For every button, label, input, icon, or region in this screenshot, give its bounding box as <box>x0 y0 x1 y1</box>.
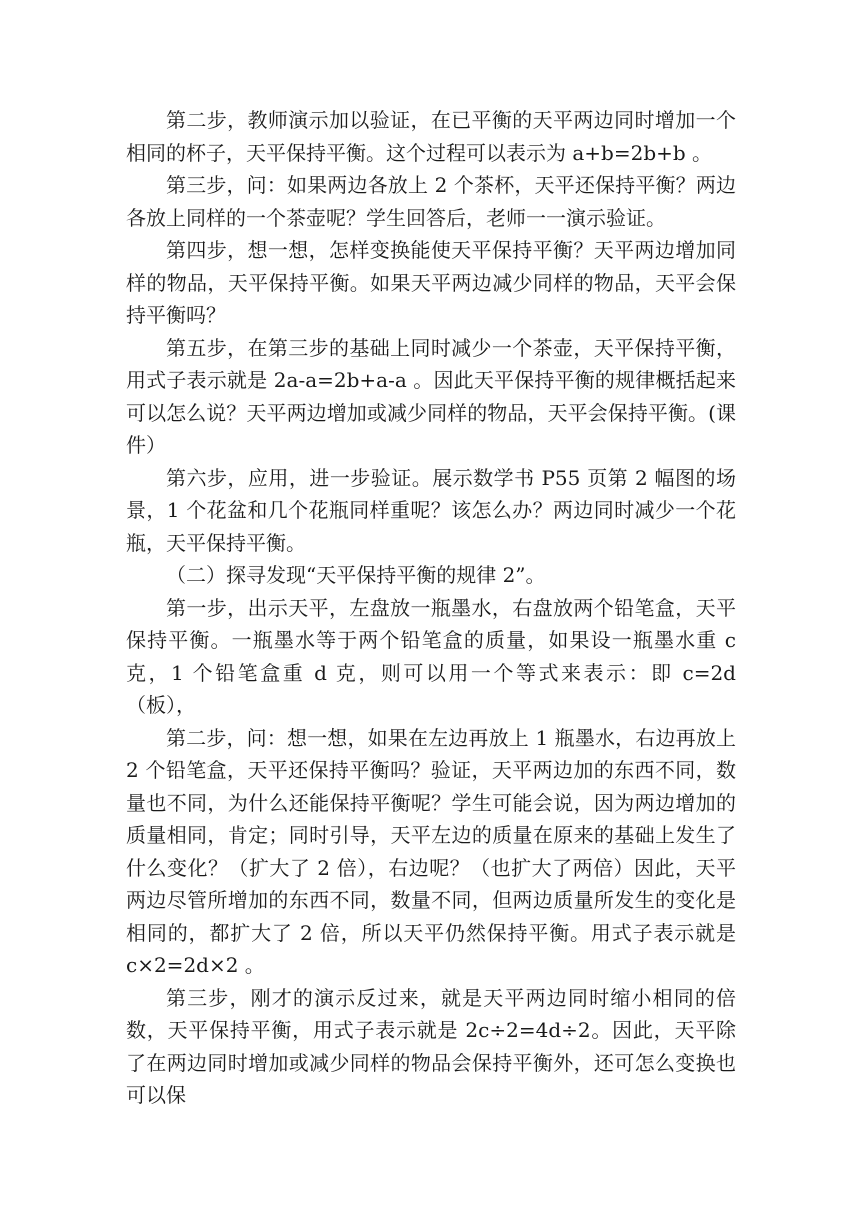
paragraph-step-2: 第二步，教师演示加以验证，在已平衡的天平两边同时增加一个相同的杯子，天平保持平衡。这个过程可以表示为 a+b=2b+b 。 <box>126 108 736 165</box>
paragraph-step-5: 第五步，在第三步的基础上同时减少一个茶壶，天平保持平衡，用式子表示就是 2a-a=2b+a-a 。因此天平保持平衡的规律概括起来可以怎么说？天平两边增加或减少同样的物品，天平会保持平衡。(课件） <box>126 335 736 457</box>
paragraph-rule2-step-1: 第一步，出示天平，左盘放一瓶墨水，右盘放两个铅笔盒，天平保持平衡。一瓶墨水等于两个铅笔盒的质量，如果设一瓶墨水重 c 克，1 个铅笔盒重 d 克，则可以用一个等式来表示：即 c=2d（板）， <box>126 595 736 717</box>
document-body <box>126 104 736 1112</box>
paragraph-rule2-step-3: 第三步，刚才的演示反过来，就是天平两边同时缩小相同的倍数，天平保持平衡，用式子表示就是 2c÷2=4d÷2。因此，天平除了在两边同时增加或减少同样的物品会保持平衡外，还可怎么变换也可以保 <box>126 985 736 1107</box>
section-heading-rule-2: （二）探寻发现“天平保持平衡的规律 2”。 <box>166 563 546 587</box>
paragraph-step-4: 第四步，想一想，怎样变换能使天平保持平衡？天平两边增加同样的物品，天平保持平衡。如果天平两边减少同样的物品，天平会保持平衡吗？ <box>126 238 736 327</box>
paragraph-rule2-step-2: 第二步，问：想一想，如果在左边再放上 1 瓶墨水，右边再放上 2 个铅笔盒，天平还保持平衡吗？验证，天平两边加的东西不同，数量也不同，为什么还能保持平衡呢？学生可能会说，因为两边增加的质量相同，肯定；同时引导，天平左边的质量在原来的基础上发生了什么变化？（扩大了 2 倍），右边呢？（也扩大了两倍）因此，天平两边尽管所增加的东西不同，数量不同，但两边质量所发生的变化是相同的，都扩大了 2 倍，所以天平仍然保持平衡。用式子表示就是 c×2=2d×2 。 <box>126 725 736 977</box>
paragraph-step-6: 第六步，应用，进一步验证。展示数学书 P55 页第 2 幅图的场景，1 个花盆和几个花瓶同样重呢？该怎么办？两边同时减少一个花瓶，天平保持平衡。 <box>126 465 736 555</box>
paragraph-step-3: 第三步，问：如果两边各放上 2 个茶杯，天平还保持平衡？两边各放上同样的一个茶壶呢？学生回答后，老师一一演示验证。 <box>126 173 736 230</box>
